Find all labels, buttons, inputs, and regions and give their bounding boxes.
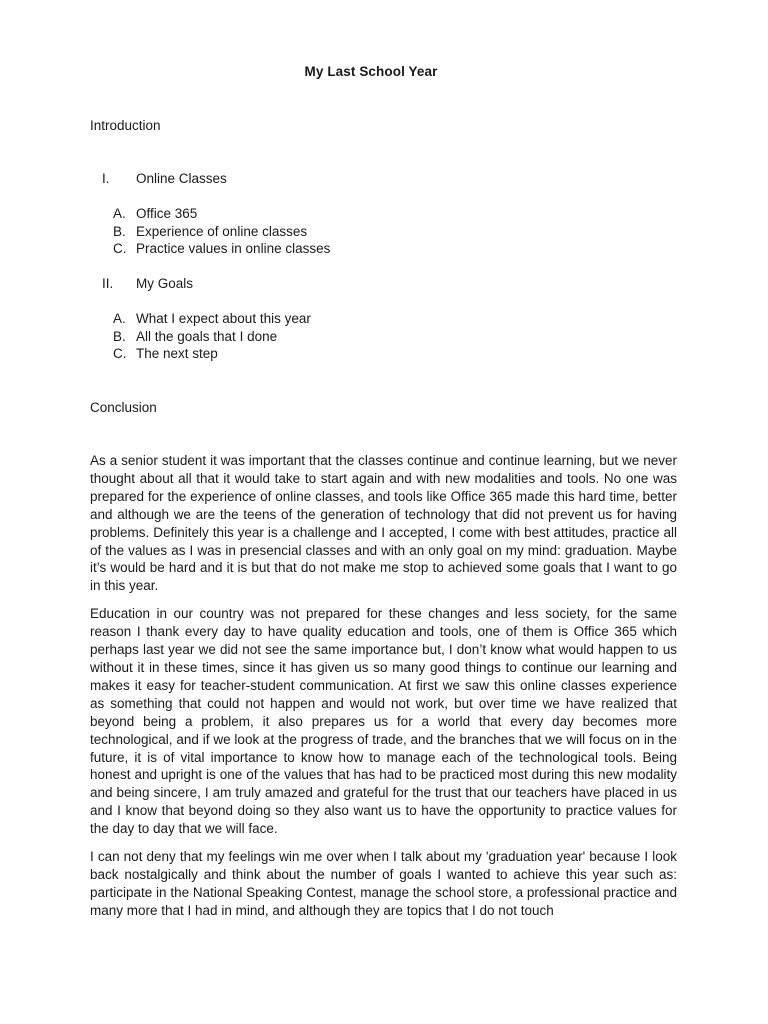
section-1-numeral: I. bbox=[102, 171, 110, 186]
introduction-label: Introduction bbox=[90, 118, 161, 133]
item-text: The next step bbox=[136, 346, 218, 362]
item-letter: C. bbox=[113, 346, 127, 362]
document-title: My Last School Year bbox=[304, 64, 438, 79]
section-2-heading: My Goals bbox=[136, 276, 194, 291]
item-letter: A. bbox=[113, 311, 126, 326]
paragraph-2: Education in our country was not prepared for these changes and less society, for the same reason I thank every day to have quality education and tools, one of them is Office 365 which perhaps last year we did not see the same importance but, I don’t know what would happen to us without it in these times, since it has given us so many good things to continue our learning and makes it easy for teacher-student communication. At first we saw this online classes experience as something that could not happen and would not work, but over time we have realized that beyond being a problem, it also prepares us for a world that every day becomes more technological, and if we look at the progress of trade, and the branches that we will focus on in the future, it is of vital importance to know how to manage each of the technological tools. Being honest and upright is one of the values that has had to be practiced most during this new modality and being sincere, I am truly amazed and grateful for the trust that our teachers have placed in us and I know that beyond doing so they also want us to have the opportunity to practice values for the day to day that we will face. bbox=[90, 606, 677, 837]
item-letter: B. bbox=[113, 223, 126, 239]
item-text: Office 365 bbox=[136, 206, 198, 221]
paragraph-1: As a senior student it was important that the classes continue and continue learning, but we never thought about all that it would take to start again and with new modalities and tools. No one was prepared for the experience of online classes, and tools like Office 365 made this hard time, better and although we are the teens of the generation of technology that did not prevent us for having problems. Definitely this year is a challenge and I accepted, I come with best attitudes, practice all of the values as I was in presencial classes and with an only goal on my mind: graduation. Maybe it’s would be hard and it is but that do not make me stop to achieved some goals that I want to go in this year. bbox=[90, 453, 677, 594]
item-text: Experience of online classes bbox=[136, 223, 308, 239]
item-letter: B. bbox=[113, 328, 126, 344]
paragraph-3: I can not deny that my feelings win me over when I talk about my 'graduation year' because I look back nostalgically and think about the number of goals I wanted to achieve this year such as: participate in the National Speaking Contest, manage the school store, a professional practice and many more that I had in mind, and although they are topics that I do not touch bbox=[90, 849, 677, 918]
item-text: Practice values in online classes bbox=[136, 241, 331, 257]
essay-body bbox=[90, 452, 677, 930]
section-1-heading: Online Classes bbox=[136, 171, 227, 186]
item-text: What I expect about this year bbox=[136, 311, 311, 326]
conclusion-label: Conclusion bbox=[90, 400, 157, 415]
item-letter: C. bbox=[113, 241, 127, 257]
item-letter: A. bbox=[113, 206, 126, 221]
item-text: All the goals that I done bbox=[136, 328, 278, 344]
section-2-numeral: II. bbox=[102, 276, 114, 291]
